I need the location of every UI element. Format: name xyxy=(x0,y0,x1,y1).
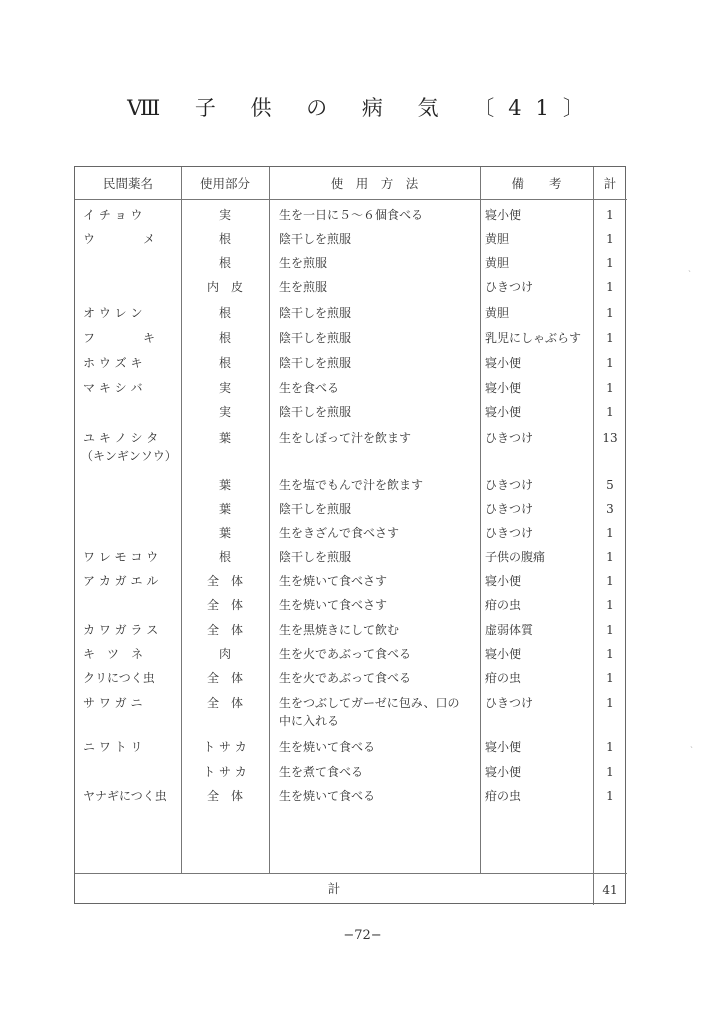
cell-count: 3 xyxy=(606,502,614,516)
cell-part: 全 体 xyxy=(206,789,243,803)
cell-part: 肉 xyxy=(218,647,231,661)
cell-part: 全 体 xyxy=(206,598,243,612)
cell-method: 陰干しを煎服 xyxy=(279,232,352,246)
cell-name: オ ウ レ ン xyxy=(83,306,143,320)
cell-name: ヤナギにつく虫 xyxy=(83,789,167,803)
cell-name: ニ ワ ト リ xyxy=(83,740,143,754)
cell-note: 黄胆 xyxy=(485,306,510,320)
cell-name: ア カ ガ エ ル xyxy=(83,574,159,588)
cell-count: 1 xyxy=(606,740,614,754)
cell-count: 1 xyxy=(606,306,614,320)
cell-count: 1 xyxy=(606,574,614,588)
scan-speck: ˎ xyxy=(690,739,693,749)
cell-note: 乳児にしゃぶらす xyxy=(485,331,582,345)
cell-part: 葉 xyxy=(218,502,231,516)
cell-count: 1 xyxy=(606,356,614,370)
cell-method: 生を火であぶって食べる xyxy=(279,647,412,661)
cell-method: 生を焼いて食べる xyxy=(279,740,376,754)
cell-count: 1 xyxy=(606,696,614,710)
cell-part: 実 xyxy=(218,208,231,222)
cell-note: 寝小便 xyxy=(485,574,522,588)
cell-part: 根 xyxy=(218,356,231,370)
cell-count: 1 xyxy=(606,232,614,246)
cell-method: 生を塩でもんで汁を飲ます xyxy=(279,478,424,492)
cell-name: ホ ウ ズ キ xyxy=(83,356,143,370)
cell-name: キ ツ ネ xyxy=(83,647,144,661)
cell-note: ひきつけ xyxy=(485,526,534,540)
cell-part: 葉 xyxy=(218,526,231,540)
cell-part: 全 体 xyxy=(206,671,243,685)
cell-method: 生を焼いて食べさす xyxy=(279,598,388,612)
cell-method: 生を煎服 xyxy=(279,280,328,294)
cell-note: 黄胆 xyxy=(485,256,510,270)
cell-part: 実 xyxy=(218,381,231,395)
page-title: Ⅷ 子 供 の 病 気 〔41〕 xyxy=(127,96,598,120)
cell-part: 根 xyxy=(218,331,231,345)
cell-part: 全 体 xyxy=(206,623,243,637)
remedy-table xyxy=(74,166,626,904)
cell-note: 疳の虫 xyxy=(485,598,522,612)
cell-count: 1 xyxy=(606,381,614,395)
cell-note: 疳の虫 xyxy=(485,671,522,685)
cell-part: 根 xyxy=(218,256,231,270)
cell-note: 寝小便 xyxy=(485,208,522,222)
column-divider xyxy=(269,167,270,873)
cell-note: 黄胆 xyxy=(485,232,510,246)
cell-method: 生をしぼって汁を飲ます xyxy=(279,431,412,445)
column-divider xyxy=(181,167,182,873)
cell-method: 陰干しを煎服 xyxy=(279,306,352,320)
cell-note: ひきつけ xyxy=(485,280,534,294)
cell-part: ト サ カ xyxy=(203,740,247,754)
cell-name: ウ メ xyxy=(83,232,156,246)
cell-count: 1 xyxy=(606,331,614,345)
cell-part: 実 xyxy=(218,405,231,419)
cell-count: 1 xyxy=(606,598,614,612)
cell-method: 生を食べる xyxy=(279,381,340,395)
cell-count: 1 xyxy=(606,208,614,222)
cell-note: ひきつけ xyxy=(485,478,534,492)
cell-part: 葉 xyxy=(218,478,231,492)
cell-method: 生をつぶしてガーゼに包み、口の xyxy=(279,696,460,710)
cell-method: 生をきざんで食べさす xyxy=(279,526,400,540)
cell-part: ト サ カ xyxy=(203,765,247,779)
cell-note: 寝小便 xyxy=(485,405,522,419)
cell-name: イ チ ョ ウ xyxy=(83,208,143,222)
cell-method: 生を一日に５～６個食べる xyxy=(279,208,424,222)
header-divider xyxy=(75,199,627,200)
cell-note: ひきつけ xyxy=(485,431,534,445)
cell-count: 1 xyxy=(606,789,614,803)
cell-count: 5 xyxy=(606,478,614,492)
cell-count: 1 xyxy=(606,405,614,419)
total-divider xyxy=(75,873,627,874)
cell-method: 陰干しを煎服 xyxy=(279,502,352,516)
cell-count: 1 xyxy=(606,623,614,637)
cell-name: クリにつく虫 xyxy=(83,671,155,685)
cell-note: ひきつけ xyxy=(485,502,534,516)
cell-method-continued: 中に入れる xyxy=(279,714,340,728)
cell-count: 1 xyxy=(606,765,614,779)
cell-method: 生を焼いて食べさす xyxy=(279,574,388,588)
cell-note: 寝小便 xyxy=(485,765,522,779)
cell-count: 1 xyxy=(606,280,614,294)
cell-method: 生を黒焼きにして飲む xyxy=(279,623,400,637)
cell-count: 13 xyxy=(602,431,618,445)
cell-count: 1 xyxy=(606,526,614,540)
cell-note: 寝小便 xyxy=(485,647,522,661)
cell-method: 生を煮て食べる xyxy=(279,765,364,779)
cell-count: 1 xyxy=(606,671,614,685)
header-part-used: 使用部分 xyxy=(199,176,250,191)
cell-part: 全 体 xyxy=(206,696,243,710)
cell-count: 1 xyxy=(606,256,614,270)
cell-name: カ ワ ガ ラ ス xyxy=(83,623,159,637)
cell-name: フ キ xyxy=(83,331,156,345)
cell-method: 陰干しを煎服 xyxy=(279,550,352,564)
scan-speck: ˎ xyxy=(688,263,691,273)
header-method: 使 用 方 法 xyxy=(330,176,419,191)
cell-note: 虚弱体質 xyxy=(485,623,534,637)
cell-method: 生を焼いて食べる xyxy=(279,789,376,803)
page-number: −72− xyxy=(343,928,382,943)
header-count: 計 xyxy=(603,176,617,191)
cell-method: 陰干しを煎服 xyxy=(279,331,352,345)
cell-note: 疳の虫 xyxy=(485,789,522,803)
cell-note: 寝小便 xyxy=(485,381,522,395)
column-divider xyxy=(480,167,481,873)
cell-method: 生を煎服 xyxy=(279,256,328,270)
cell-note: 寝小便 xyxy=(485,740,522,754)
cell-part: 根 xyxy=(218,232,231,246)
cell-name-alt: （キンギンソウ） xyxy=(81,449,177,463)
cell-count: 1 xyxy=(606,647,614,661)
cell-note: 寝小便 xyxy=(485,356,522,370)
cell-note: 子供の腹痛 xyxy=(485,550,546,564)
cell-name: マ キ シ バ xyxy=(83,381,143,395)
total-label: 計 xyxy=(327,881,341,896)
cell-name: ワ レ モ コ ウ xyxy=(83,550,159,564)
cell-part: 内 皮 xyxy=(206,280,243,294)
cell-name: ユ キ ノ シ タ xyxy=(83,431,159,445)
cell-part: 全 体 xyxy=(206,574,243,588)
cell-method: 陰干しを煎服 xyxy=(279,405,352,419)
cell-method: 陰干しを煎服 xyxy=(279,356,352,370)
cell-method: 生を火であぶって食べる xyxy=(279,671,412,685)
cell-part: 葉 xyxy=(218,431,231,445)
total-value: 41 xyxy=(602,883,618,897)
cell-name: サ ワ ガ ニ xyxy=(83,696,143,710)
header-remedy-name: 民間薬名 xyxy=(102,176,153,191)
cell-part: 根 xyxy=(218,550,231,564)
cell-note: ひきつけ xyxy=(485,696,534,710)
header-notes: 備 考 xyxy=(511,176,562,191)
cell-part: 根 xyxy=(218,306,231,320)
cell-count: 1 xyxy=(606,550,614,564)
